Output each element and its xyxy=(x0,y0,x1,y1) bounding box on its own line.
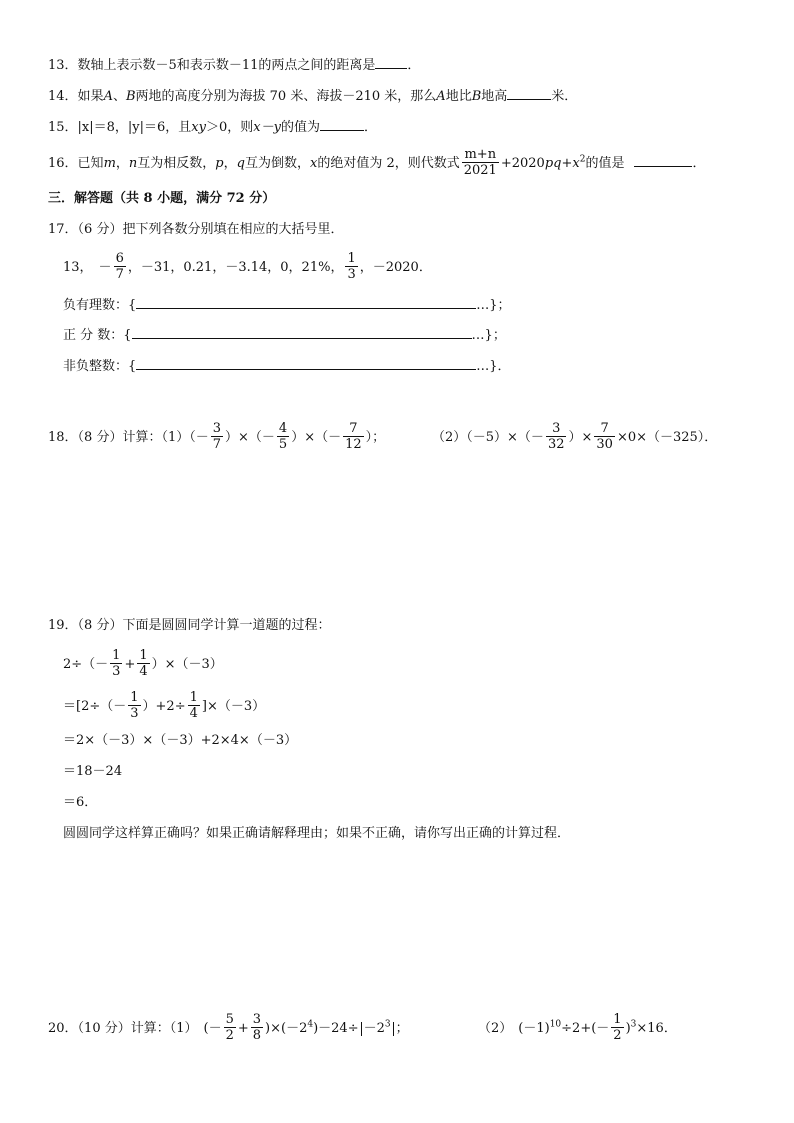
q18-text: ）× xyxy=(568,430,593,445)
q16-text: ， xyxy=(223,156,237,171)
fraction-numerator: 1 xyxy=(613,1012,622,1027)
q20-text: －2 xyxy=(363,1021,385,1036)
fraction-numerator: 1 xyxy=(139,648,148,663)
fraction-denominator: 2 xyxy=(613,1028,622,1043)
q19-line-5: ＝6． xyxy=(63,795,98,810)
fraction-numerator: 1 xyxy=(347,251,356,266)
fraction-denominator: 3 xyxy=(347,267,356,282)
q13-number: 13． xyxy=(48,58,78,73)
q14-var: B xyxy=(125,89,136,104)
fraction-denominator: 3 xyxy=(130,706,139,721)
q18-text: ）×（－ xyxy=(291,430,342,445)
q18-fraction xyxy=(546,421,567,452)
q16-exponent: 2 xyxy=(579,154,586,165)
q19-text: ＝[2÷（－ xyxy=(63,699,127,714)
q16-text: 已知 xyxy=(77,156,104,171)
fraction-numerator: 5 xyxy=(225,1012,234,1027)
q16-text: 的值是 xyxy=(585,156,625,171)
q13-text: 数轴上表示数－5和表示数－11的两点之间的距离是 xyxy=(77,58,376,73)
q14-end: 米． xyxy=(551,89,578,104)
q16-var: pq xyxy=(544,156,562,171)
q15-answer-blank[interactable] xyxy=(320,118,364,131)
fraction-numerator: m+n xyxy=(462,147,499,163)
q18-text: 18．（8 分）计算：（1）（－ xyxy=(48,430,209,445)
fraction-denominator: 30 xyxy=(596,437,613,452)
row-label: 正 分 数：{ xyxy=(63,328,132,343)
q13-end: ． xyxy=(407,58,421,73)
question-20-part2 xyxy=(478,1013,677,1044)
q19-text: ]×（－3） xyxy=(201,699,266,714)
q18-fraction xyxy=(594,421,615,452)
q16-number: 16． xyxy=(48,156,78,171)
q18-fraction xyxy=(343,421,364,452)
q13-answer-blank[interactable] xyxy=(375,56,407,69)
q19-text: ）+2÷ xyxy=(142,699,186,714)
q15-var: xy xyxy=(191,120,206,135)
q20-fraction xyxy=(251,1012,263,1043)
q16-var: x xyxy=(572,156,580,171)
fraction-denominator: 7 xyxy=(212,437,221,452)
q20-text: ) xyxy=(625,1021,631,1036)
q20-fraction xyxy=(611,1012,623,1043)
fraction-denominator: 4 xyxy=(139,664,148,679)
q14-var: A xyxy=(436,89,446,104)
question-15 xyxy=(48,118,377,137)
q16-text: + xyxy=(561,156,573,171)
question-14 xyxy=(48,87,577,106)
q16-text: ， xyxy=(115,156,129,171)
q19-question: 圆圆同学这样算正确吗？如果正确请解释理由；如果不正确，请你写出正确的计算过程． xyxy=(63,826,571,841)
q18-fraction xyxy=(211,421,223,452)
q16-var: m xyxy=(103,156,116,171)
fraction-denominator: 5 xyxy=(278,437,288,452)
fraction-denominator: 2021 xyxy=(463,163,497,178)
q16-text: 互为相反数， xyxy=(137,156,216,171)
q19-text: ）×（－3） xyxy=(151,657,223,672)
q15-end: ． xyxy=(363,120,377,135)
q19-fraction xyxy=(137,648,149,679)
fraction-numerator: 4 xyxy=(278,421,288,436)
q17-text: ，－31，0.21，－3.14，0，21%， xyxy=(127,260,344,275)
q17-text: 13， xyxy=(63,260,93,275)
q16-fraction xyxy=(462,147,499,178)
q19-line-3: ＝2×（－3）×（－3）+2×4×（－3） xyxy=(63,733,298,748)
q14-text: 地高 xyxy=(481,89,508,104)
fraction-numerator: 1 xyxy=(189,690,198,705)
fraction-numerator: 3 xyxy=(252,1012,262,1027)
row-label: 负有理数：{ xyxy=(63,298,137,313)
fraction-denominator: 7 xyxy=(115,267,124,282)
q17-fraction xyxy=(114,251,126,282)
q17-fraction xyxy=(345,251,357,282)
q19-line-2 xyxy=(63,691,265,722)
q16-end: ． xyxy=(692,156,706,171)
q15-text: 的值为 xyxy=(280,120,320,135)
fraction-numerator: 1 xyxy=(130,690,139,705)
fraction-numerator: 1 xyxy=(112,648,121,663)
answer-blank[interactable] xyxy=(132,326,472,339)
q18-text: （2）（－5）×（－ xyxy=(432,430,544,445)
q20-exponent: 4 xyxy=(307,1019,314,1030)
section-heading-text: 三．解答题（共 8 小题，满分 72 分） xyxy=(48,191,276,206)
answer-blank[interactable] xyxy=(136,357,476,370)
q20-text: ÷2+(－ xyxy=(561,1021,610,1036)
row-tail: …}． xyxy=(476,359,511,374)
q18-text: ）×（－ xyxy=(225,430,275,445)
fraction-denominator: 2 xyxy=(225,1028,234,1043)
q20-fraction xyxy=(224,1012,236,1043)
q15-text: |x|＝8，|y|＝6，且 xyxy=(77,120,192,135)
q18-fraction xyxy=(277,421,289,452)
fraction-numerator: 7 xyxy=(594,421,615,437)
row-tail: …}； xyxy=(471,328,506,343)
q19-head: 19．（8 分）下面是圆圆同学计算一道题的过程： xyxy=(48,618,331,633)
q17-text: ，－2020． xyxy=(359,260,432,275)
answer-blank[interactable] xyxy=(136,296,476,309)
fraction-denominator: 32 xyxy=(547,437,565,452)
section-heading xyxy=(48,190,275,208)
q20-text: )×(－2 xyxy=(265,1021,308,1036)
q17-row-nonnegative-integer xyxy=(63,357,511,376)
q17-head: 17．（6 分）把下列各数分别填在相应的大括号里． xyxy=(48,222,344,237)
q14-text: 、 xyxy=(112,89,126,104)
fraction-numerator: 7 xyxy=(343,421,364,437)
q20-text: ×16． xyxy=(636,1021,677,1036)
question-18-part1 xyxy=(48,422,385,453)
q17-row-positive-fraction xyxy=(63,326,506,345)
fraction-denominator: 3 xyxy=(112,664,121,679)
abs-bar-left xyxy=(361,1022,362,1036)
q14-answer-blank[interactable] xyxy=(507,87,551,100)
fraction-denominator: 4 xyxy=(189,706,198,721)
question-16 xyxy=(48,148,705,179)
abs-bar-right xyxy=(393,1022,394,1036)
q19-text: + xyxy=(124,657,136,672)
q16-var: n xyxy=(128,156,138,171)
q14-var: A xyxy=(103,89,113,104)
q14-number: 14． xyxy=(48,89,78,104)
q19-fraction xyxy=(128,690,140,721)
fraction-numerator: 3 xyxy=(546,421,567,437)
q20-text: + xyxy=(237,1021,249,1036)
q20-exponent: 3 xyxy=(630,1019,637,1030)
q19-line-4: ＝18－24 xyxy=(63,764,123,779)
q16-answer-blank[interactable] xyxy=(634,154,692,167)
q14-var: B xyxy=(471,89,482,104)
q20-text: 20．（10 分）计算：（1） xyxy=(48,1021,198,1036)
q19-line-1 xyxy=(63,649,223,680)
q16-text: 的绝对值为 2，则代数式 xyxy=(317,156,460,171)
q16-text: 互为倒数， xyxy=(244,156,310,171)
q18-text: ）； xyxy=(365,430,386,445)
row-label: 非负整数：{ xyxy=(63,359,137,374)
question-13 xyxy=(48,56,420,75)
fraction-denominator: 12 xyxy=(345,437,362,452)
q20-exponent: 10 xyxy=(549,1019,562,1030)
q20-text: (－1) xyxy=(518,1021,550,1036)
q19-text: 2÷（－ xyxy=(63,657,109,672)
q17-numbers: 13， － $\frac{6}{7}$ ，－31，0.21，－3.14，0，21%， $\frac{1}{3}$ ，－2020． xyxy=(63,251,432,282)
q15-number: 15． xyxy=(48,120,78,135)
q16-var: p xyxy=(215,156,224,171)
q16-text: +2020 xyxy=(500,156,545,171)
q14-text: 如果 xyxy=(77,89,104,104)
fraction-numerator: 3 xyxy=(212,421,221,436)
q20-text: （2） xyxy=(478,1021,513,1036)
q16-var: q xyxy=(236,156,245,171)
q20-exponent: 3 xyxy=(384,1019,391,1030)
q14-text: 地比 xyxy=(445,89,472,104)
q17-row-negative-rational xyxy=(63,296,511,315)
q18-text: ×0×（－325）． xyxy=(616,430,718,445)
q19-fraction xyxy=(110,648,122,679)
fraction-denominator: 8 xyxy=(252,1028,262,1043)
q15-text: ＞0，则 xyxy=(205,120,254,135)
q16-var: x xyxy=(309,156,318,171)
q20-text: ； xyxy=(395,1021,409,1036)
q20-text: (－ xyxy=(203,1021,222,1036)
question-20-part1 xyxy=(48,1013,409,1044)
row-tail: …}； xyxy=(476,298,511,313)
fraction-numerator: 6 xyxy=(115,251,124,266)
q14-text: 两地的高度分别为海拔 70 米、海拔－210 米，那么 xyxy=(135,89,437,104)
q19-fraction xyxy=(188,690,200,721)
q20-text: )－24÷ xyxy=(313,1021,359,1036)
q15-var: x－y xyxy=(253,120,281,135)
question-18-part2 xyxy=(432,422,717,453)
